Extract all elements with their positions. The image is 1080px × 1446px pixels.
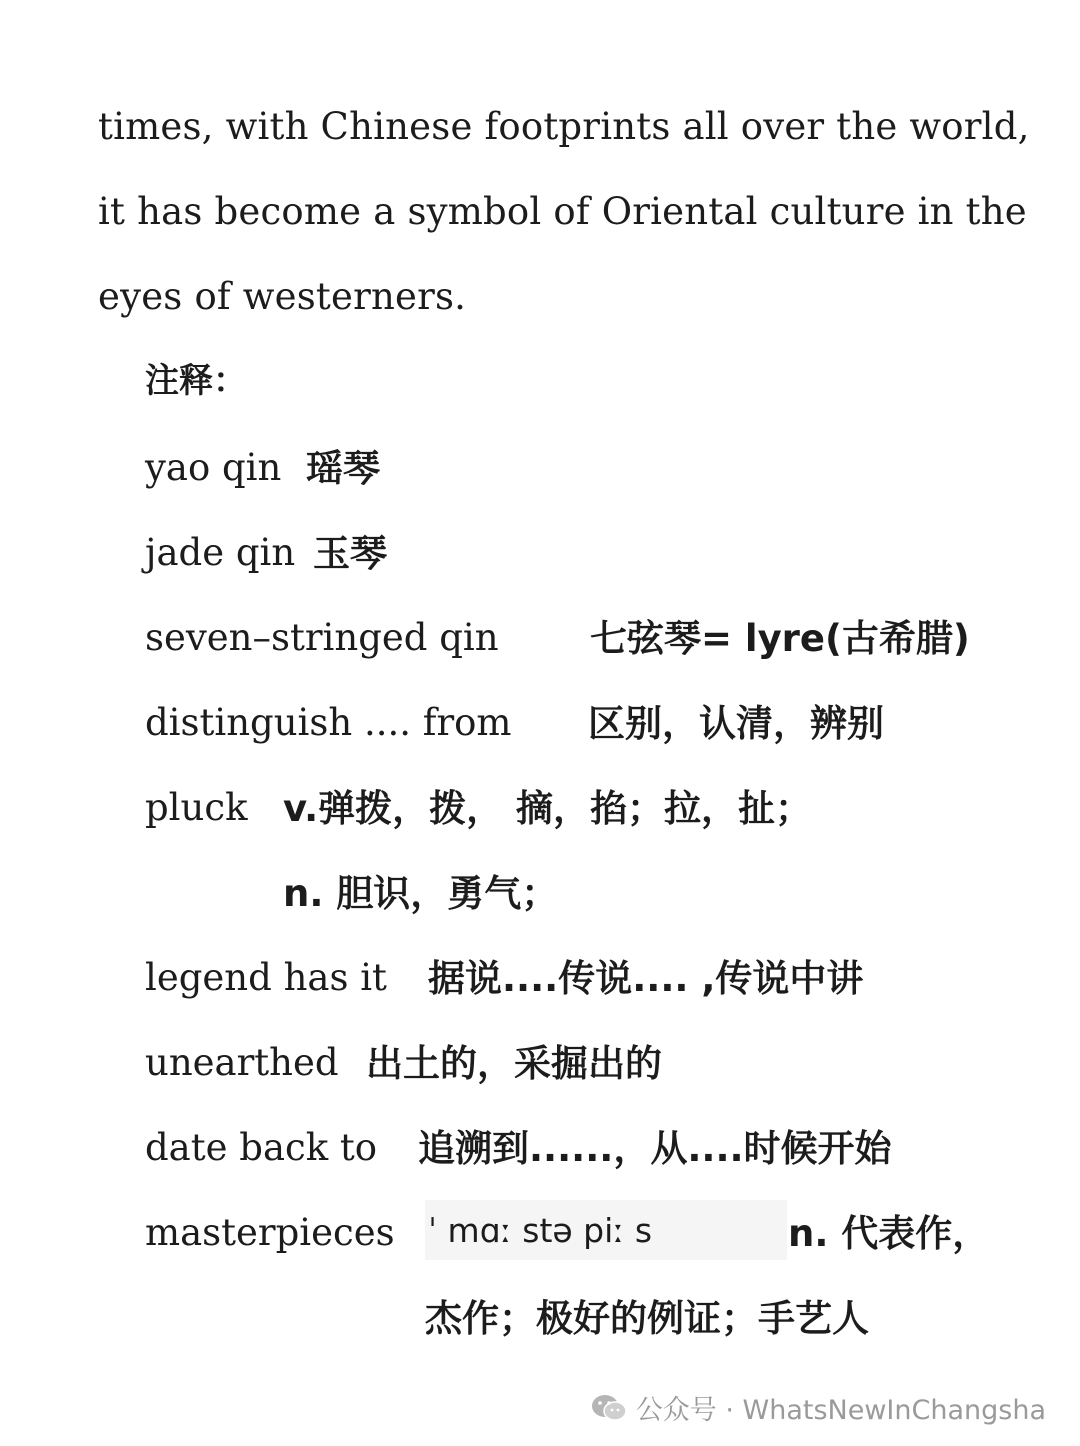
- paragraph-line-3: eyes of westerners.: [98, 275, 467, 318]
- note-term-pluck: pluck: [145, 786, 248, 829]
- footer-watermark: [590, 1388, 1046, 1427]
- note-def-distinguish: 区别，认清，辨别: [588, 702, 884, 745]
- footer-text: 公众号 · WhatsNewInChangsha: [635, 1395, 1046, 1426]
- paragraph-line-1: times, with Chinese footprints all over the world,: [98, 105, 1030, 148]
- note-def-date-back: 追溯到......，从....时候开始: [418, 1127, 892, 1170]
- wechat-icon: [590, 1393, 628, 1423]
- note-term-masterpieces: masterpieces: [145, 1211, 395, 1254]
- note-term-unearthed: unearthed: [145, 1041, 339, 1084]
- note-def-pluck: v.弹拨，拨， 摘，掐；拉，扯；: [283, 787, 813, 830]
- note-def-seven-stringed: 七弦琴= lyre(古希腊): [590, 617, 970, 660]
- note-term-date-back: date back to: [145, 1126, 378, 1169]
- note-term-distinguish: distinguish .... from: [145, 701, 512, 744]
- note-term-yao-qin: yao qin: [145, 446, 282, 489]
- note-phonetic-masterpieces: ˈ mɑː stə piː s: [428, 1211, 653, 1250]
- note-def-jade-qin: 玉琴: [313, 532, 387, 575]
- note-def-pluck-noun: n. 胆识，勇气；: [283, 872, 559, 915]
- note-def-legend: 据说....传说.... ,传说中讲: [428, 957, 864, 1000]
- note-def-masterpieces-2: 杰作；极好的例证；手艺人: [425, 1297, 869, 1340]
- note-def-yao-qin: 瑶琴: [306, 447, 380, 490]
- note-term-legend: legend has it: [145, 956, 387, 999]
- paragraph-line-2: it has become a symbol of Oriental culture in the: [98, 190, 1027, 233]
- note-term-jade-qin: jade qin: [145, 531, 296, 574]
- note-def-masterpieces: n. 代表作，: [788, 1212, 990, 1255]
- note-def-unearthed: 出土的，采掘出的: [366, 1042, 662, 1085]
- notes-heading: 注释：: [145, 361, 247, 401]
- note-term-seven-stringed: seven–stringed qin: [145, 616, 499, 659]
